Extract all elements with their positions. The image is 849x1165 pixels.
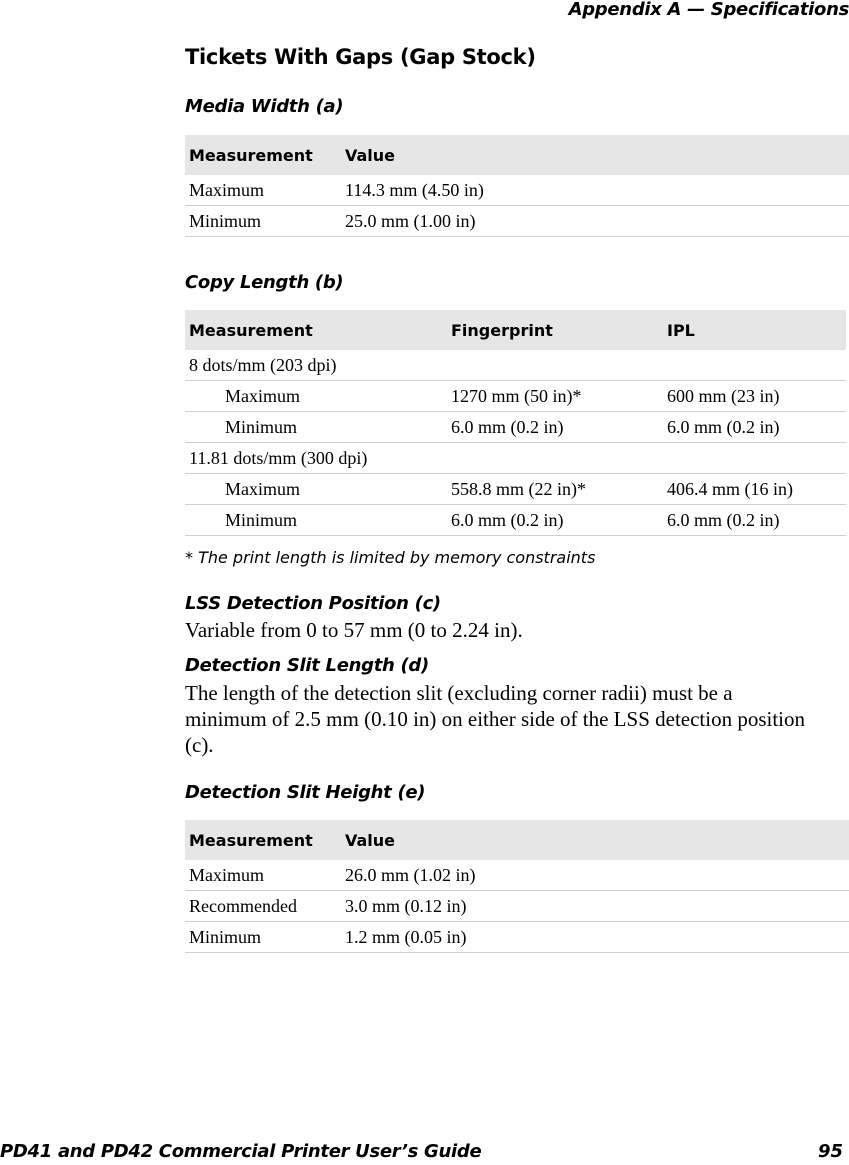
table-cell: 6.0 mm (0.2 in) xyxy=(663,412,846,443)
table-cell: 558.8 mm (22 in)* xyxy=(447,474,663,505)
table-row xyxy=(185,412,846,443)
table-row xyxy=(185,891,849,922)
table-cell: Minimum xyxy=(185,922,341,953)
table-row xyxy=(185,206,849,237)
column-header: Measurement xyxy=(185,820,341,860)
table-group-row xyxy=(185,443,846,474)
table-cell: Maximum xyxy=(185,474,447,505)
table-cell: 1.2 mm (0.05 in) xyxy=(341,922,849,953)
table-cell: 26.0 mm (1.02 in) xyxy=(341,860,849,891)
table-cell: 6.0 mm (0.2 in) xyxy=(447,505,663,536)
table-cell: 3.0 mm (0.12 in) xyxy=(341,891,849,922)
running-header: Appendix A — Specifications xyxy=(568,0,849,20)
table-cell: 114.3 mm (4.50 in) xyxy=(341,175,849,206)
table-cell: Maximum xyxy=(185,860,341,891)
table-cell: Minimum xyxy=(185,206,341,237)
media-width-table xyxy=(185,135,849,237)
table-row xyxy=(185,175,849,206)
table-cell: Minimum xyxy=(185,412,447,443)
footer-title: PD41 and PD42 Commercial Printer User’s Guide xyxy=(0,1141,482,1162)
table-cell: Maximum xyxy=(185,175,341,206)
slit-length-text: The length of the detection slit (excluding corner radii) must be a minimum of 2.5 mm (0.10 in) on either side of the LSS detection position (c). xyxy=(185,681,806,757)
table-header-row xyxy=(185,135,849,175)
slit-height-heading: Detection Slit Height (e) xyxy=(185,782,426,803)
column-header: IPL xyxy=(663,310,846,350)
copy-length-heading: Copy Length (b) xyxy=(185,272,344,293)
table-cell: 6.0 mm (0.2 in) xyxy=(447,412,663,443)
table-cell: Minimum xyxy=(185,505,447,536)
table-cell: 1270 mm (50 in)* xyxy=(447,381,663,412)
slit-length-heading: Detection Slit Length (d) xyxy=(185,655,429,676)
table-header-row xyxy=(185,310,846,350)
column-header: Fingerprint xyxy=(447,310,663,350)
table-cell: Maximum xyxy=(185,381,447,412)
lss-position-text: Variable from 0 to 57 mm (0 to 2.24 in). xyxy=(185,618,523,642)
table-row xyxy=(185,474,846,505)
column-header: Measurement xyxy=(185,310,447,350)
copy-length-table xyxy=(185,310,846,536)
column-header: Measurement xyxy=(185,135,341,175)
table-cell: 6.0 mm (0.2 in) xyxy=(663,505,846,536)
section-title: Tickets With Gaps (Gap Stock) xyxy=(185,45,536,69)
column-header: Value xyxy=(341,135,849,175)
page-number: 95 xyxy=(817,1141,843,1162)
table-group-row xyxy=(185,350,846,381)
slit-height-table xyxy=(185,820,849,953)
table-cell: Recommended xyxy=(185,891,341,922)
table-row xyxy=(185,860,849,891)
footnote: * The print length is limited by memory constraints xyxy=(185,548,596,567)
table-row xyxy=(185,505,846,536)
table-cell: 25.0 mm (1.00 in) xyxy=(341,206,849,237)
table-cell: 600 mm (23 in) xyxy=(663,381,846,412)
table-header-row xyxy=(185,820,849,860)
table-row xyxy=(185,922,849,953)
table-row xyxy=(185,381,846,412)
table-cell: 406.4 mm (16 in) xyxy=(663,474,846,505)
group-label: 11.81 dots/mm (300 dpi) xyxy=(185,443,447,474)
group-label: 8 dots/mm (203 dpi) xyxy=(185,350,447,381)
lss-position-heading: LSS Detection Position (c) xyxy=(185,593,441,614)
media-width-heading: Media Width (a) xyxy=(185,96,344,117)
column-header: Value xyxy=(341,820,849,860)
